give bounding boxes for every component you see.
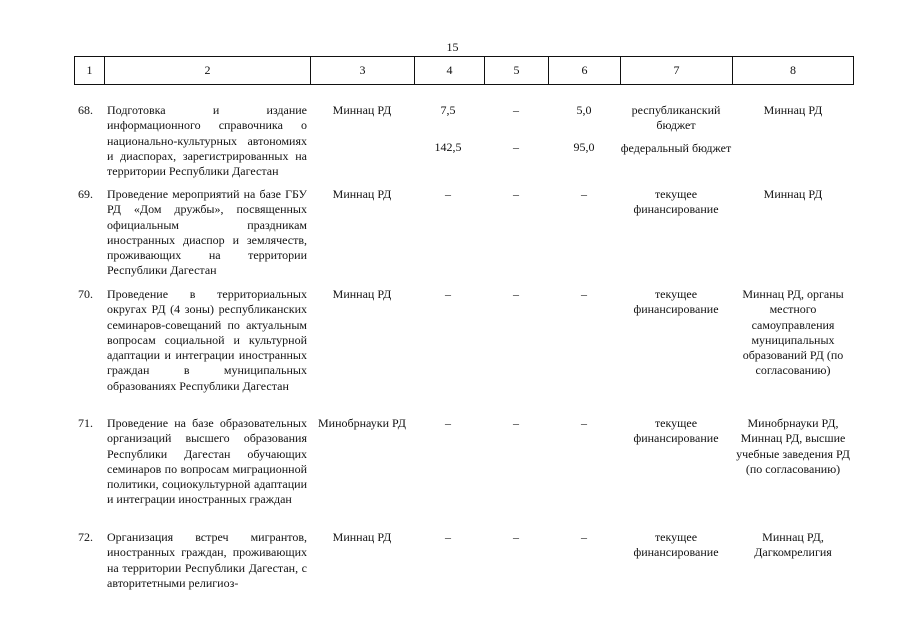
col6-value: 5,0 95,0: [573, 103, 595, 155]
funding-source: текущее финансирование: [633, 416, 719, 446]
funding-source: республиканский бюджет федеральный бюджет: [620, 103, 732, 155]
col5-value: –: [513, 187, 519, 201]
row-number: 72.: [78, 530, 93, 544]
executor: Миннац РД: [332, 530, 392, 544]
header-cell-7: 7: [620, 57, 732, 84]
col4-value: –: [445, 187, 451, 201]
responsible: Миннац РД: [763, 103, 823, 117]
col6-value: –: [581, 530, 587, 544]
col6-value: –: [581, 416, 587, 430]
col5-value: –: [513, 530, 519, 544]
row-number: 71.: [78, 416, 93, 430]
col5-value: –: [513, 287, 519, 301]
col4-value: 7,5 142,5: [434, 103, 462, 155]
funding-source: текущее финансирование: [633, 187, 719, 217]
executor: Миннац РД: [332, 103, 392, 117]
header-cell-3: 3: [310, 57, 414, 84]
responsible: Миннац РД, органы местного самоуправления муниципальных образований РД (по согласованию): [742, 287, 844, 378]
measure-description: Проведение в территориальных округах РД (4 зоны) республиканских семинаров-совещаний по актуальным вопросам социальной и культурной адаптации и интеграции иностранных граждан в муниципальных образованиях Республики Дагестан: [107, 287, 307, 393]
header-cell-8: 8: [732, 57, 854, 84]
table-header-row: [74, 56, 854, 85]
col4-value: –: [445, 530, 451, 544]
measure-description: Проведение на базе образовательных организаций высшего образования Республики Дагестан обучающих семинаров по вопросам миграционной политики, социокультурной адаптации и интеграции иностранных граждан: [107, 416, 307, 507]
header-cell-2: 2: [104, 57, 310, 84]
table: [74, 56, 854, 590]
header-cell-1: 1: [74, 57, 104, 84]
funding-source: текущее финансирование: [633, 287, 719, 317]
measure-description: Подготовка и издание информационного справочника о национально-культурных автономиях и диаспорах, зарегистрированных на территории Республики Дагестан: [107, 103, 307, 179]
col6-value: –: [581, 287, 587, 301]
page-number: 15: [446, 40, 459, 54]
col4-value: –: [445, 287, 451, 301]
measure-description: Организация встреч мигрантов, иностранных граждан, проживающих на территории Республики Дагестан, с авторитетными религиоз-: [107, 530, 307, 590]
executor: Миннац РД: [332, 287, 392, 301]
header-cell-5: 5: [484, 57, 548, 84]
row-number: 68.: [78, 103, 93, 117]
funding-source: текущее финансирование: [633, 530, 719, 560]
col6-value: –: [581, 187, 587, 201]
col5-value: –: [513, 416, 519, 430]
executor: Миннац РД: [332, 187, 392, 201]
row-number: 70.: [78, 287, 93, 301]
header-cell-6: 6: [548, 57, 620, 84]
col5-value: – –: [513, 103, 519, 155]
executor: Минобрнауки РД: [318, 416, 406, 430]
row-number: 69.: [78, 187, 93, 201]
responsible: Минобрнауки РД, Миннац РД, высшие учебные заведения РД (по согласованию): [736, 416, 850, 476]
responsible: Миннац РД: [763, 187, 823, 201]
header-cell-4: 4: [414, 57, 484, 84]
measure-description: Проведение мероприятий на базе ГБУ РД «Дом дружбы», посвященных официальным праздникам иностранных диаспор и землячеств, проживающих на территории Республики Дагестан: [107, 187, 307, 278]
col4-value: –: [445, 416, 451, 430]
responsible: Миннац РД, Дагкомрелигия: [754, 530, 832, 560]
